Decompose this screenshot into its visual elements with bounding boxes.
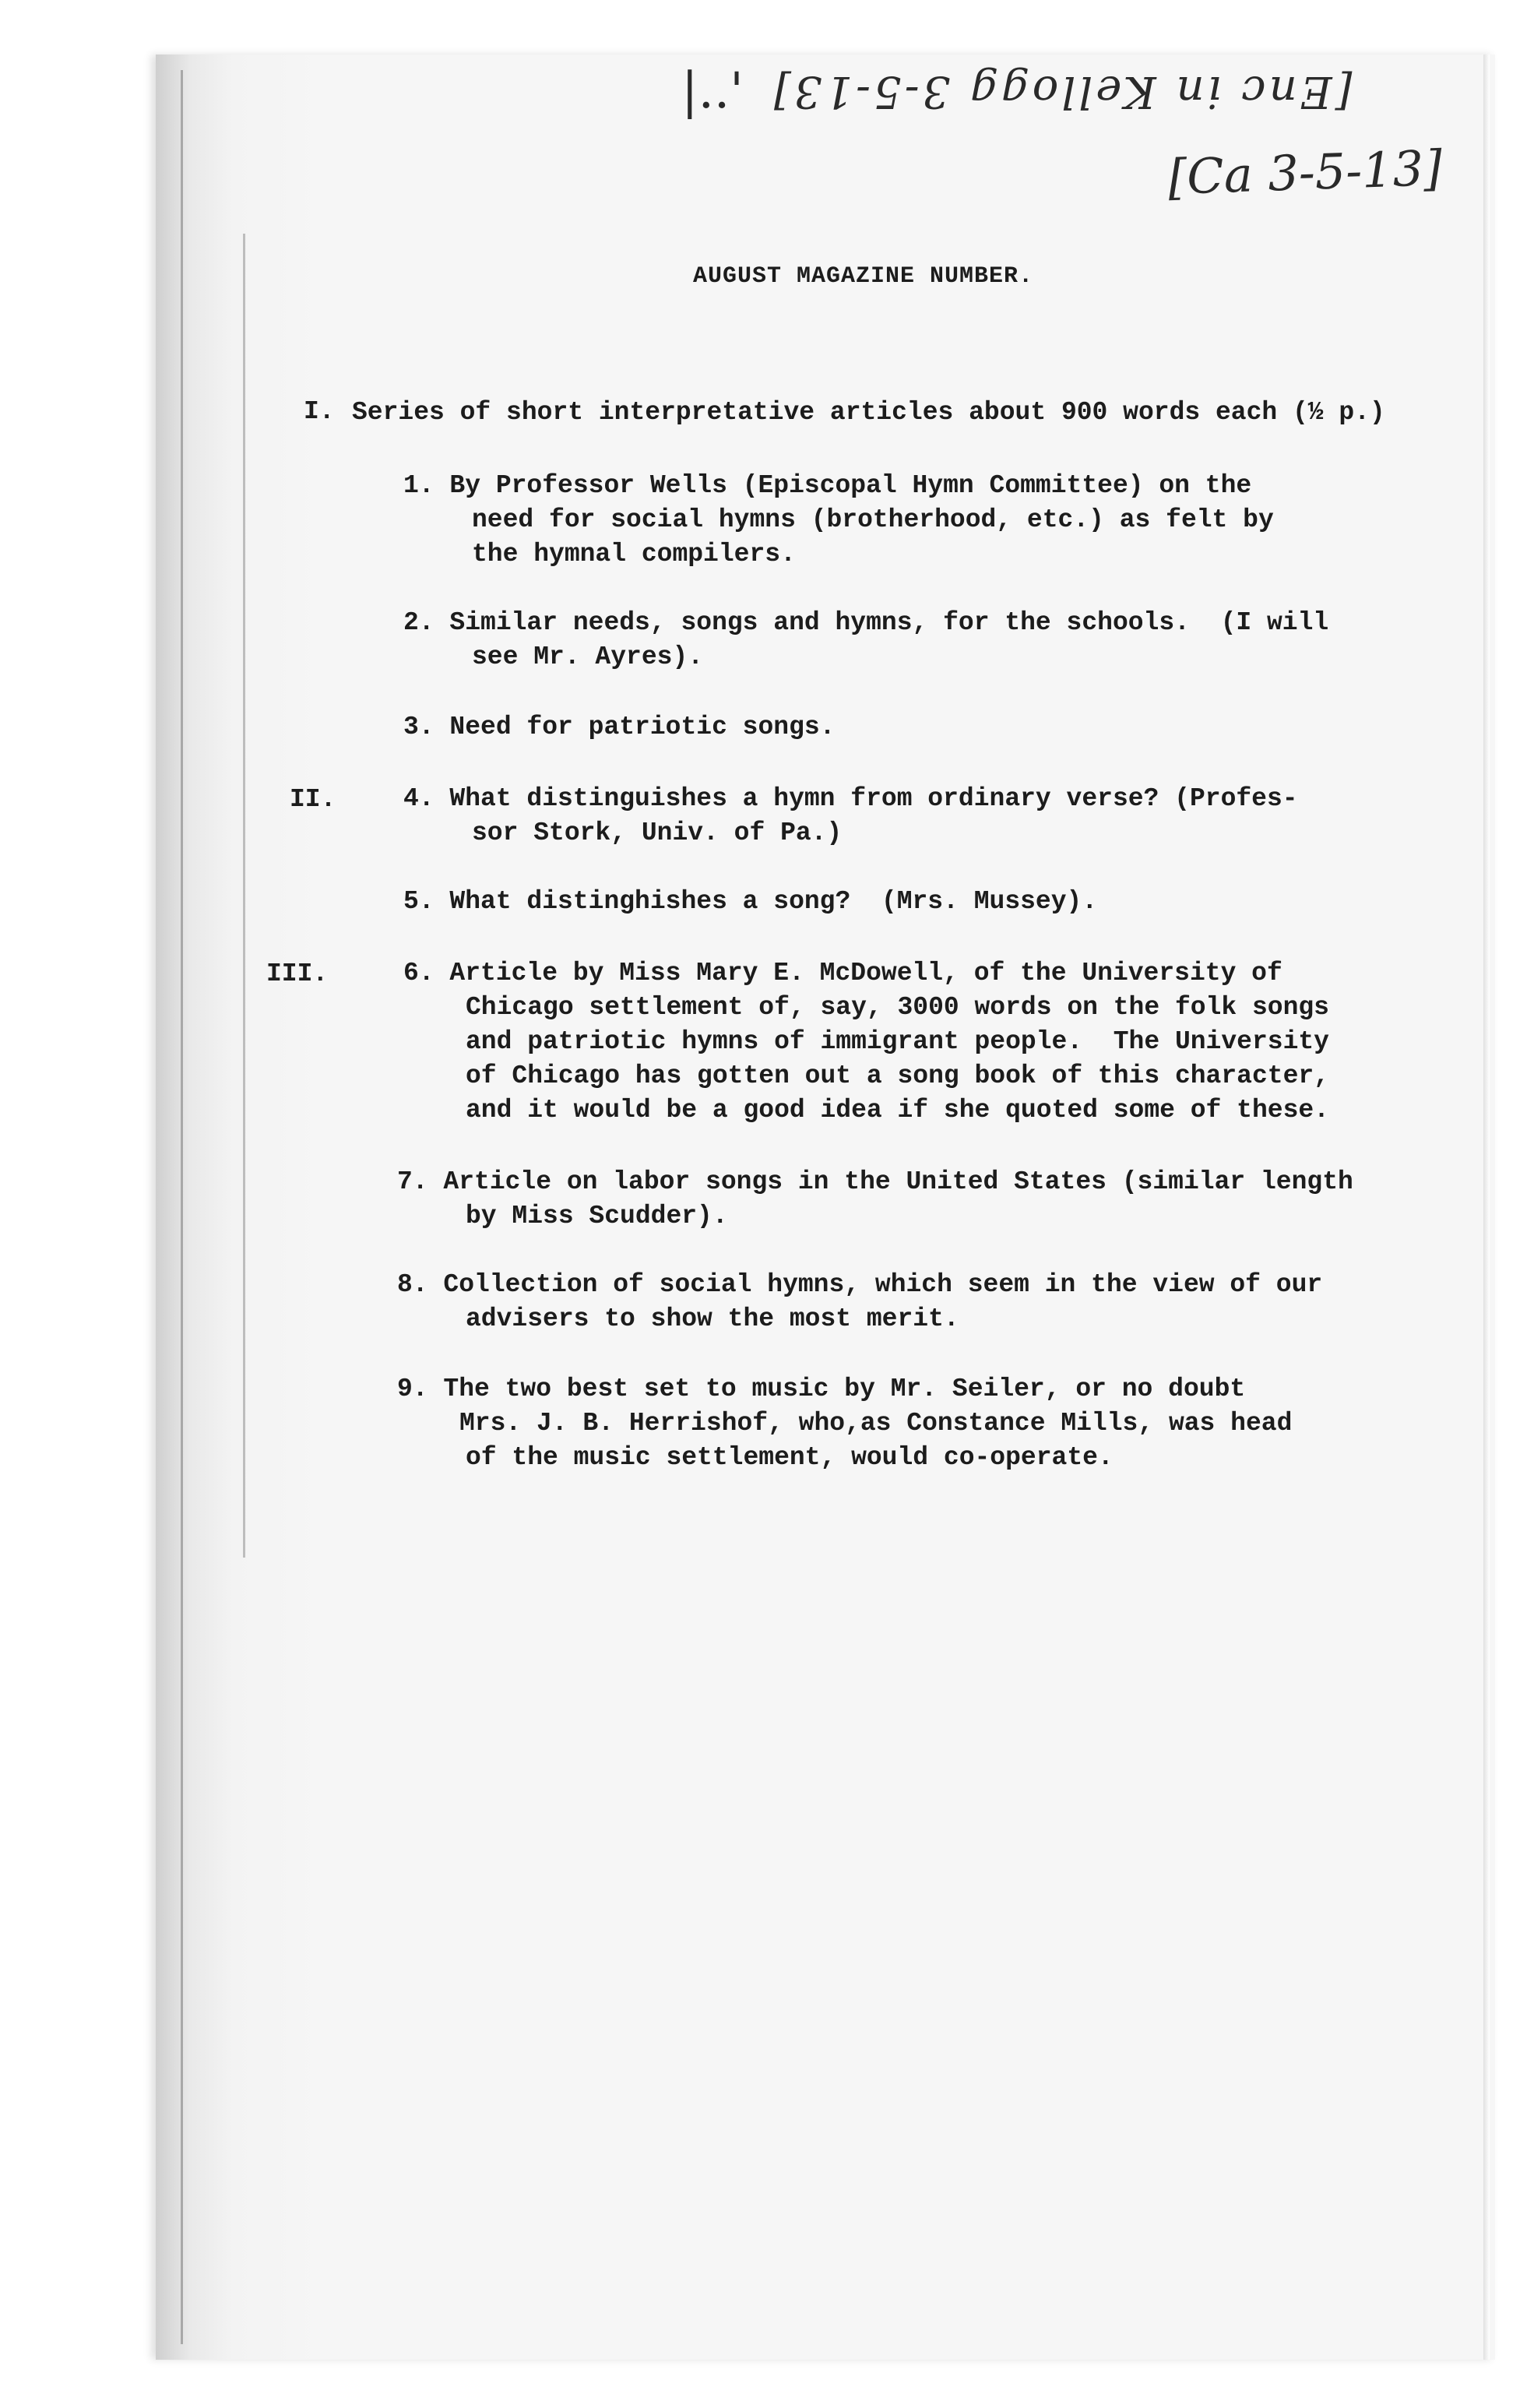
item-2-line-1: 2. Similar needs, songs and hymns, for the schools. (I will: [403, 608, 1329, 637]
item-9-line-3: of the music settlement, would co-operate.: [466, 1443, 1114, 1472]
item-6-line-3: and patriotic hymns of immigrant people. The University: [466, 1027, 1329, 1056]
item-1-line-1: 1. By Professor Wells (Episcopal Hymn Committee) on the: [403, 471, 1252, 500]
item-2-line-2: see Mr. Ayres).: [472, 642, 704, 671]
item-9-line-2: Mrs. J. B. Herrishof, who,as Constance Mills, was head: [459, 1409, 1293, 1438]
item-9-line-1: 9. The two best set to music by Mr. Seiler, or no doubt: [397, 1375, 1246, 1403]
item-8-line-2: advisers to show the most merit.: [466, 1304, 959, 1333]
section-I-text: Series of short interpretative articles about 900 words each (½ p.): [352, 398, 1385, 427]
handwritten-mark: |..': [681, 62, 744, 120]
item-4-line-1: 4. What distinguishes a hymn from ordinary verse? (Profes-: [403, 784, 1298, 813]
item-4-line-2: sor Stork, Univ. of Pa.): [472, 819, 843, 847]
item-7-line-1: 7. Article on labor songs in the United States (similar length: [397, 1167, 1353, 1196]
item-6-line-4: of Chicago has gotten out a song book of this character,: [466, 1061, 1329, 1090]
section-numeral-I: I.: [304, 397, 335, 426]
item-8-line-1: 8. Collection of social hymns, which seem in the view of our: [397, 1270, 1323, 1299]
item-1-line-3: the hymnal compilers.: [472, 540, 796, 569]
handwritten-note-inverted: [Enc in Kellogg 3-5-13]: [771, 66, 1353, 117]
paper-right-edge: [1483, 55, 1490, 2360]
item-6-line-5: and it would be a good idea if she quoted some of these.: [466, 1096, 1329, 1125]
item-6-line-2: Chicago settlement of, say, 3000 words on the folk songs: [466, 993, 1329, 1022]
item-1-line-2: need for social hymns (brotherhood, etc.) as felt by: [472, 505, 1274, 534]
document-title: AUGUST MAGAZINE NUMBER.: [693, 263, 1034, 290]
fold-crease: [243, 234, 245, 1558]
item-7-line-2: by Miss Scudder).: [466, 1202, 728, 1230]
handwritten-code: [Ca 3-5-13]: [1166, 139, 1444, 206]
section-numeral-II: II.: [290, 785, 336, 814]
section-numeral-III: III.: [266, 959, 329, 988]
fold-crease: [181, 70, 183, 2344]
item-6-line-1: 6. Article by Miss Mary E. McDowell, of the University of: [403, 959, 1282, 987]
item-3-line-1: 3. Need for patriotic songs.: [403, 713, 836, 741]
item-5-line-1: 5. What distinghishes a song? (Mrs. Mussey).: [403, 887, 1098, 916]
